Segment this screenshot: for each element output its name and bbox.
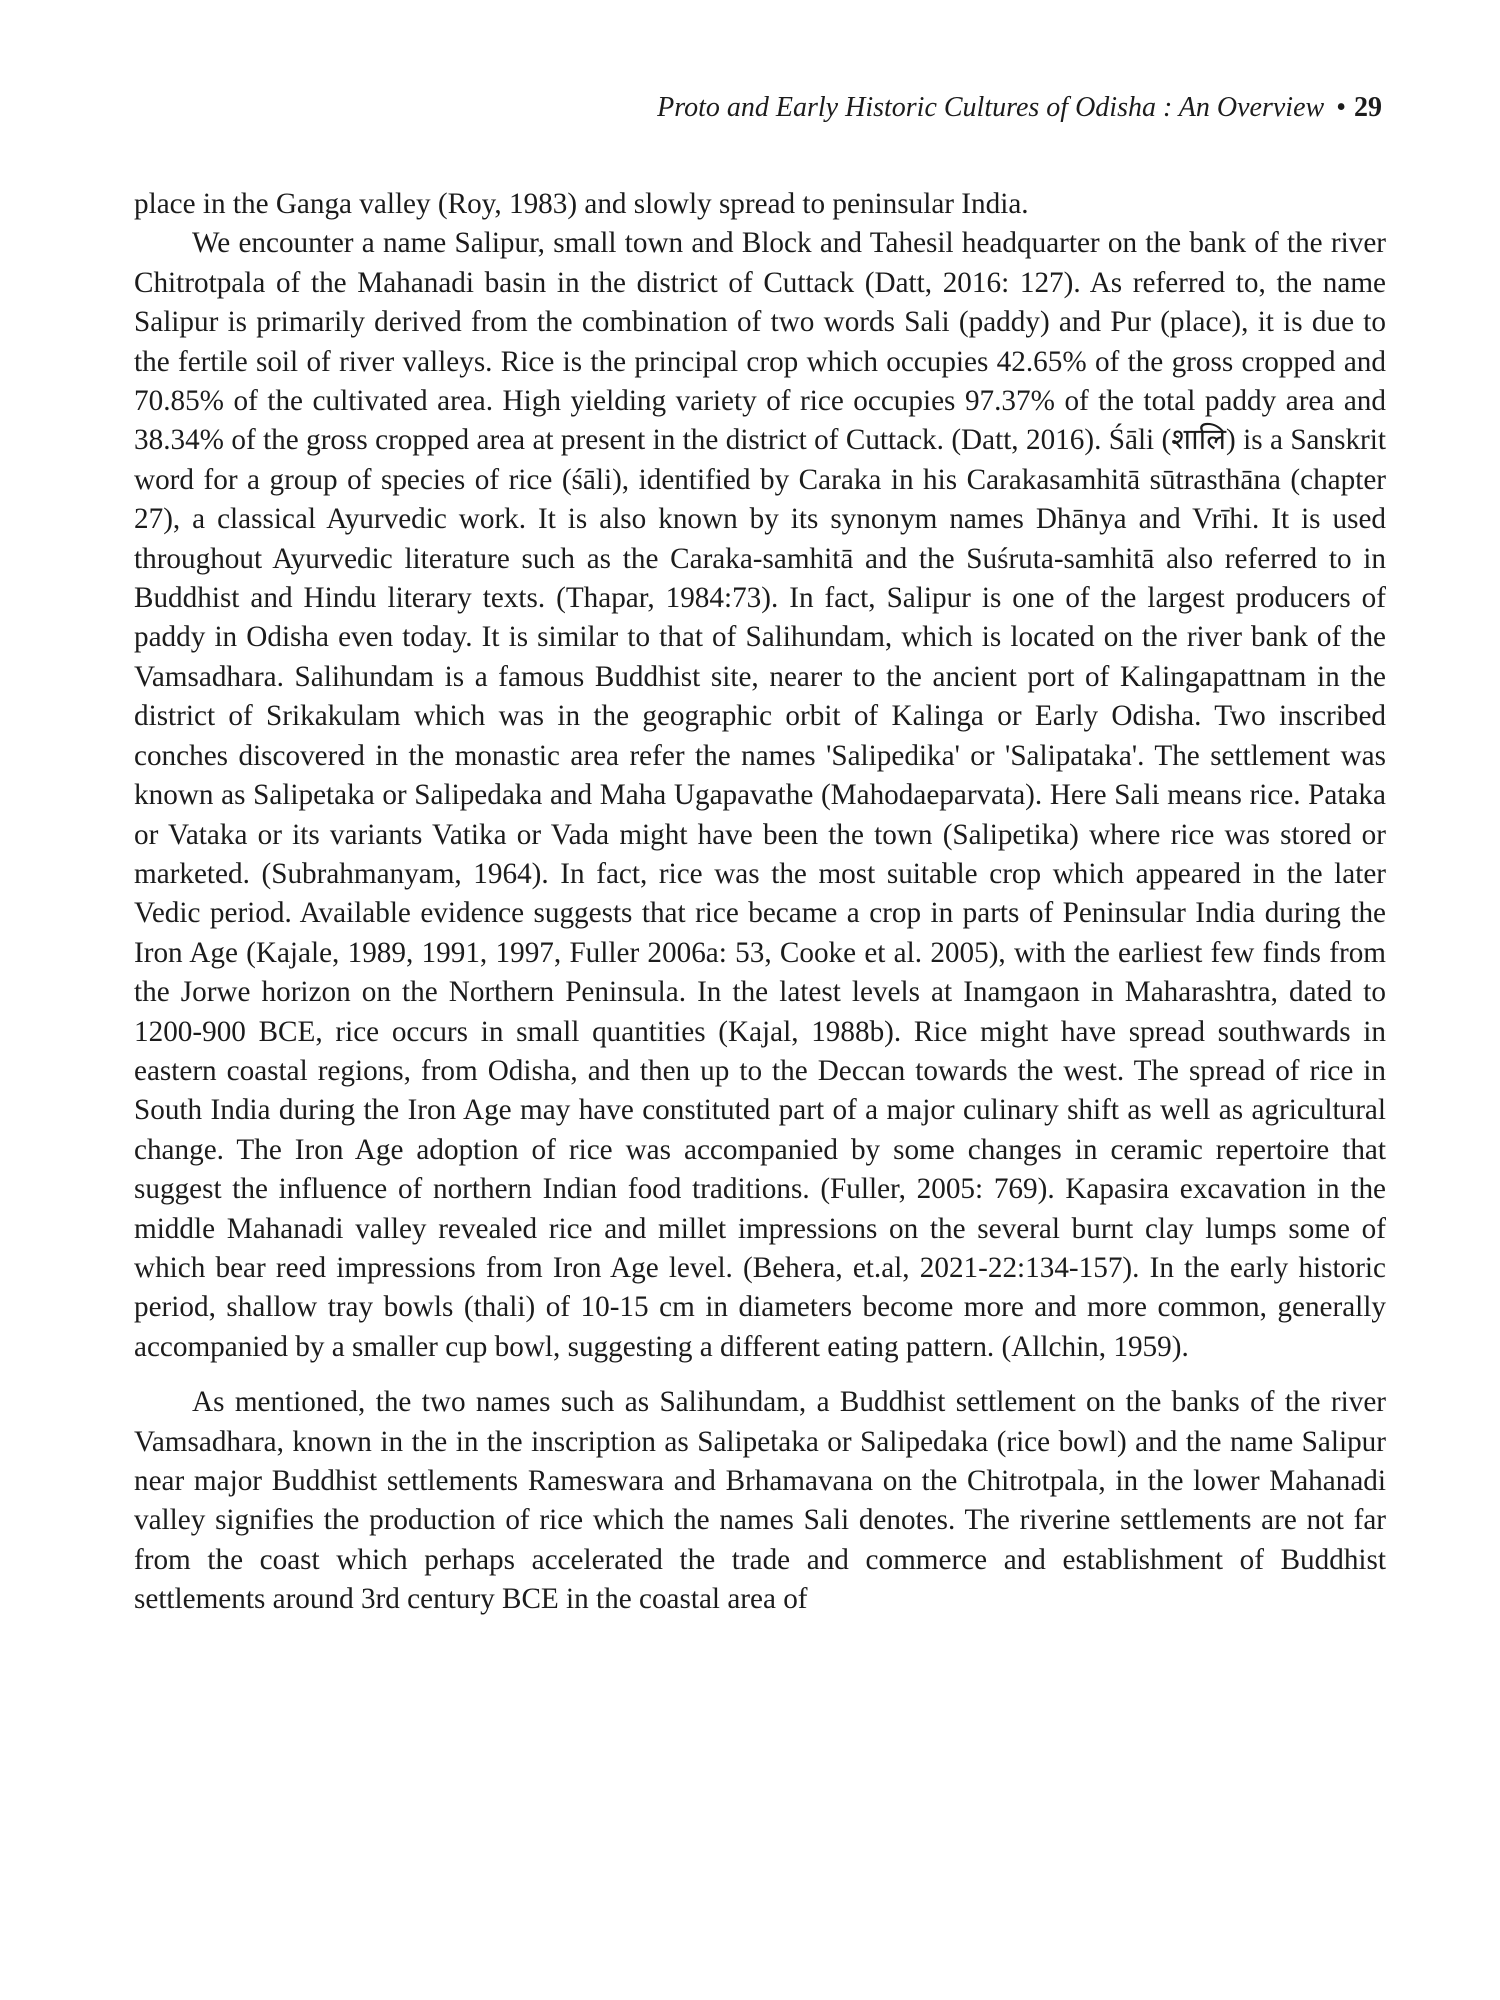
body-text — [134, 185, 1386, 1620]
paragraph-as-mentioned: As mentioned, the two names such as Salihundam, a Buddhist settlement on the banks of the river Vamsadhara, known in the in the inscription as Salipetaka or Salipedaka (rice bowl) and the name Salipur near major Buddhist settlements Rameswara and Brhamavana on the Chitrotpala, in the lower Mahanadi valley signifies the production of rice which the names Sali denotes. The riverine settlements are not far from the coast which perhaps accelerated the trade and commerce and establishment of Buddhist settlements around 3rd century BCE in the coastal area of — [134, 1386, 1386, 1616]
bullet-separator: • — [1336, 92, 1346, 123]
page-number: 29 — [1354, 92, 1382, 123]
paragraph-salipur: We encounter a name Salipur, small town and Block and Tahesil headquarter on the bank of the river Chitrotpala of the Mahanadi basin in the district of Cuttack (Datt, 2016: 127). As referred to, the name Salipur is primarily derived from the combination of two words Sali (paddy) and Pur (place), it is due to the fertile soil of river valleys. Rice is the principal crop which occupies 42.65% of the gross cropped and 70.85% of the cultivated area. High yielding variety of rice occupies 97.37% of the total paddy area and 38.34% of the gross cropped area at present in the district of Cuttack. (Datt, 2016). Śāli (शालि) is a Sanskrit word for a group of species of rice (śāli), identified by Caraka in his Carakasamhitā sūtrasthāna (chapter 27), a classical Ayurvedic work. It is also known by its synonym names Dhānya and Vrīhi. It is used throughout Ayurvedic literature such as the Caraka-samhitā and the Suśruta-samhitā also referred to in Buddhist and Hindu literary texts. (Thapar, 1984:73). In fact, Salipur is one of the largest producers of paddy in Odisha even today. It is similar to that of Salihundam, which is located on the river bank of the Vamsadhara. Salihundam is a famous Buddhist site, nearer to the ancient port of Kalingapattnam in the district of Srikakulam which was in the geographic orbit of Kalinga or Early Odisha. Two inscribed conches discovered in the monastic area refer the names 'Salipedika' or 'Salipataka'. The settlement was known as Salipetaka or Salipedaka and Maha Ugapavathe (Mahodaeparvata). Here Sali means rice. Pataka or Vataka or its variants Vatika or Vada might have been the town (Salipetika) where rice was stored or marketed. (Subrahmanyam, 1964). In fact, rice was the most suitable crop which appeared in the later Vedic period. Available evidence suggests that rice became a crop in parts of Peninsular India during the Iron Age (Kajale, 1989, 1991, 1997, Fuller 2006a: 53, Cooke et al. 2005), with the earliest few finds from the Jorwe horizon on the Northern Peninsula. In the latest levels at Inamgaon in Maharashtra, dated to 1200-900 BCE, rice occurs in small quantities (Kajal, 1988b). Rice might have spread southwards in eastern coastal regions, from Odisha, and then up to the Deccan towards the west. The spread of rice in South India during the Iron Age may have constituted part of a major culinary shift as well as agricultural change. The Iron Age adoption of rice was accompanied by some changes in ceramic repertoire that suggest the influence of northern Indian food traditions. (Fuller, 2005: 769). Kapasira excavation in the middle Mahanadi valley revealed rice and millet impressions on the several burnt clay lumps some of which bear reed impressions from Iron Age level. (Behera, et.al, 2021-22:134-157). In the early historic period, shallow tray bowls (thali) of 10-15 cm in diameters become more and more common, generally accompanied by a smaller cup bowl, suggesting a different eating pattern. (Allchin, 1959). — [134, 227, 1386, 1363]
running-title: Proto and Early Historic Cultures of Odisha : An Overview — [657, 92, 1325, 123]
running-head — [657, 92, 1382, 124]
paragraph-continuation: place in the Ganga valley (Roy, 1983) and slowly spread to peninsular India. — [134, 188, 1029, 220]
